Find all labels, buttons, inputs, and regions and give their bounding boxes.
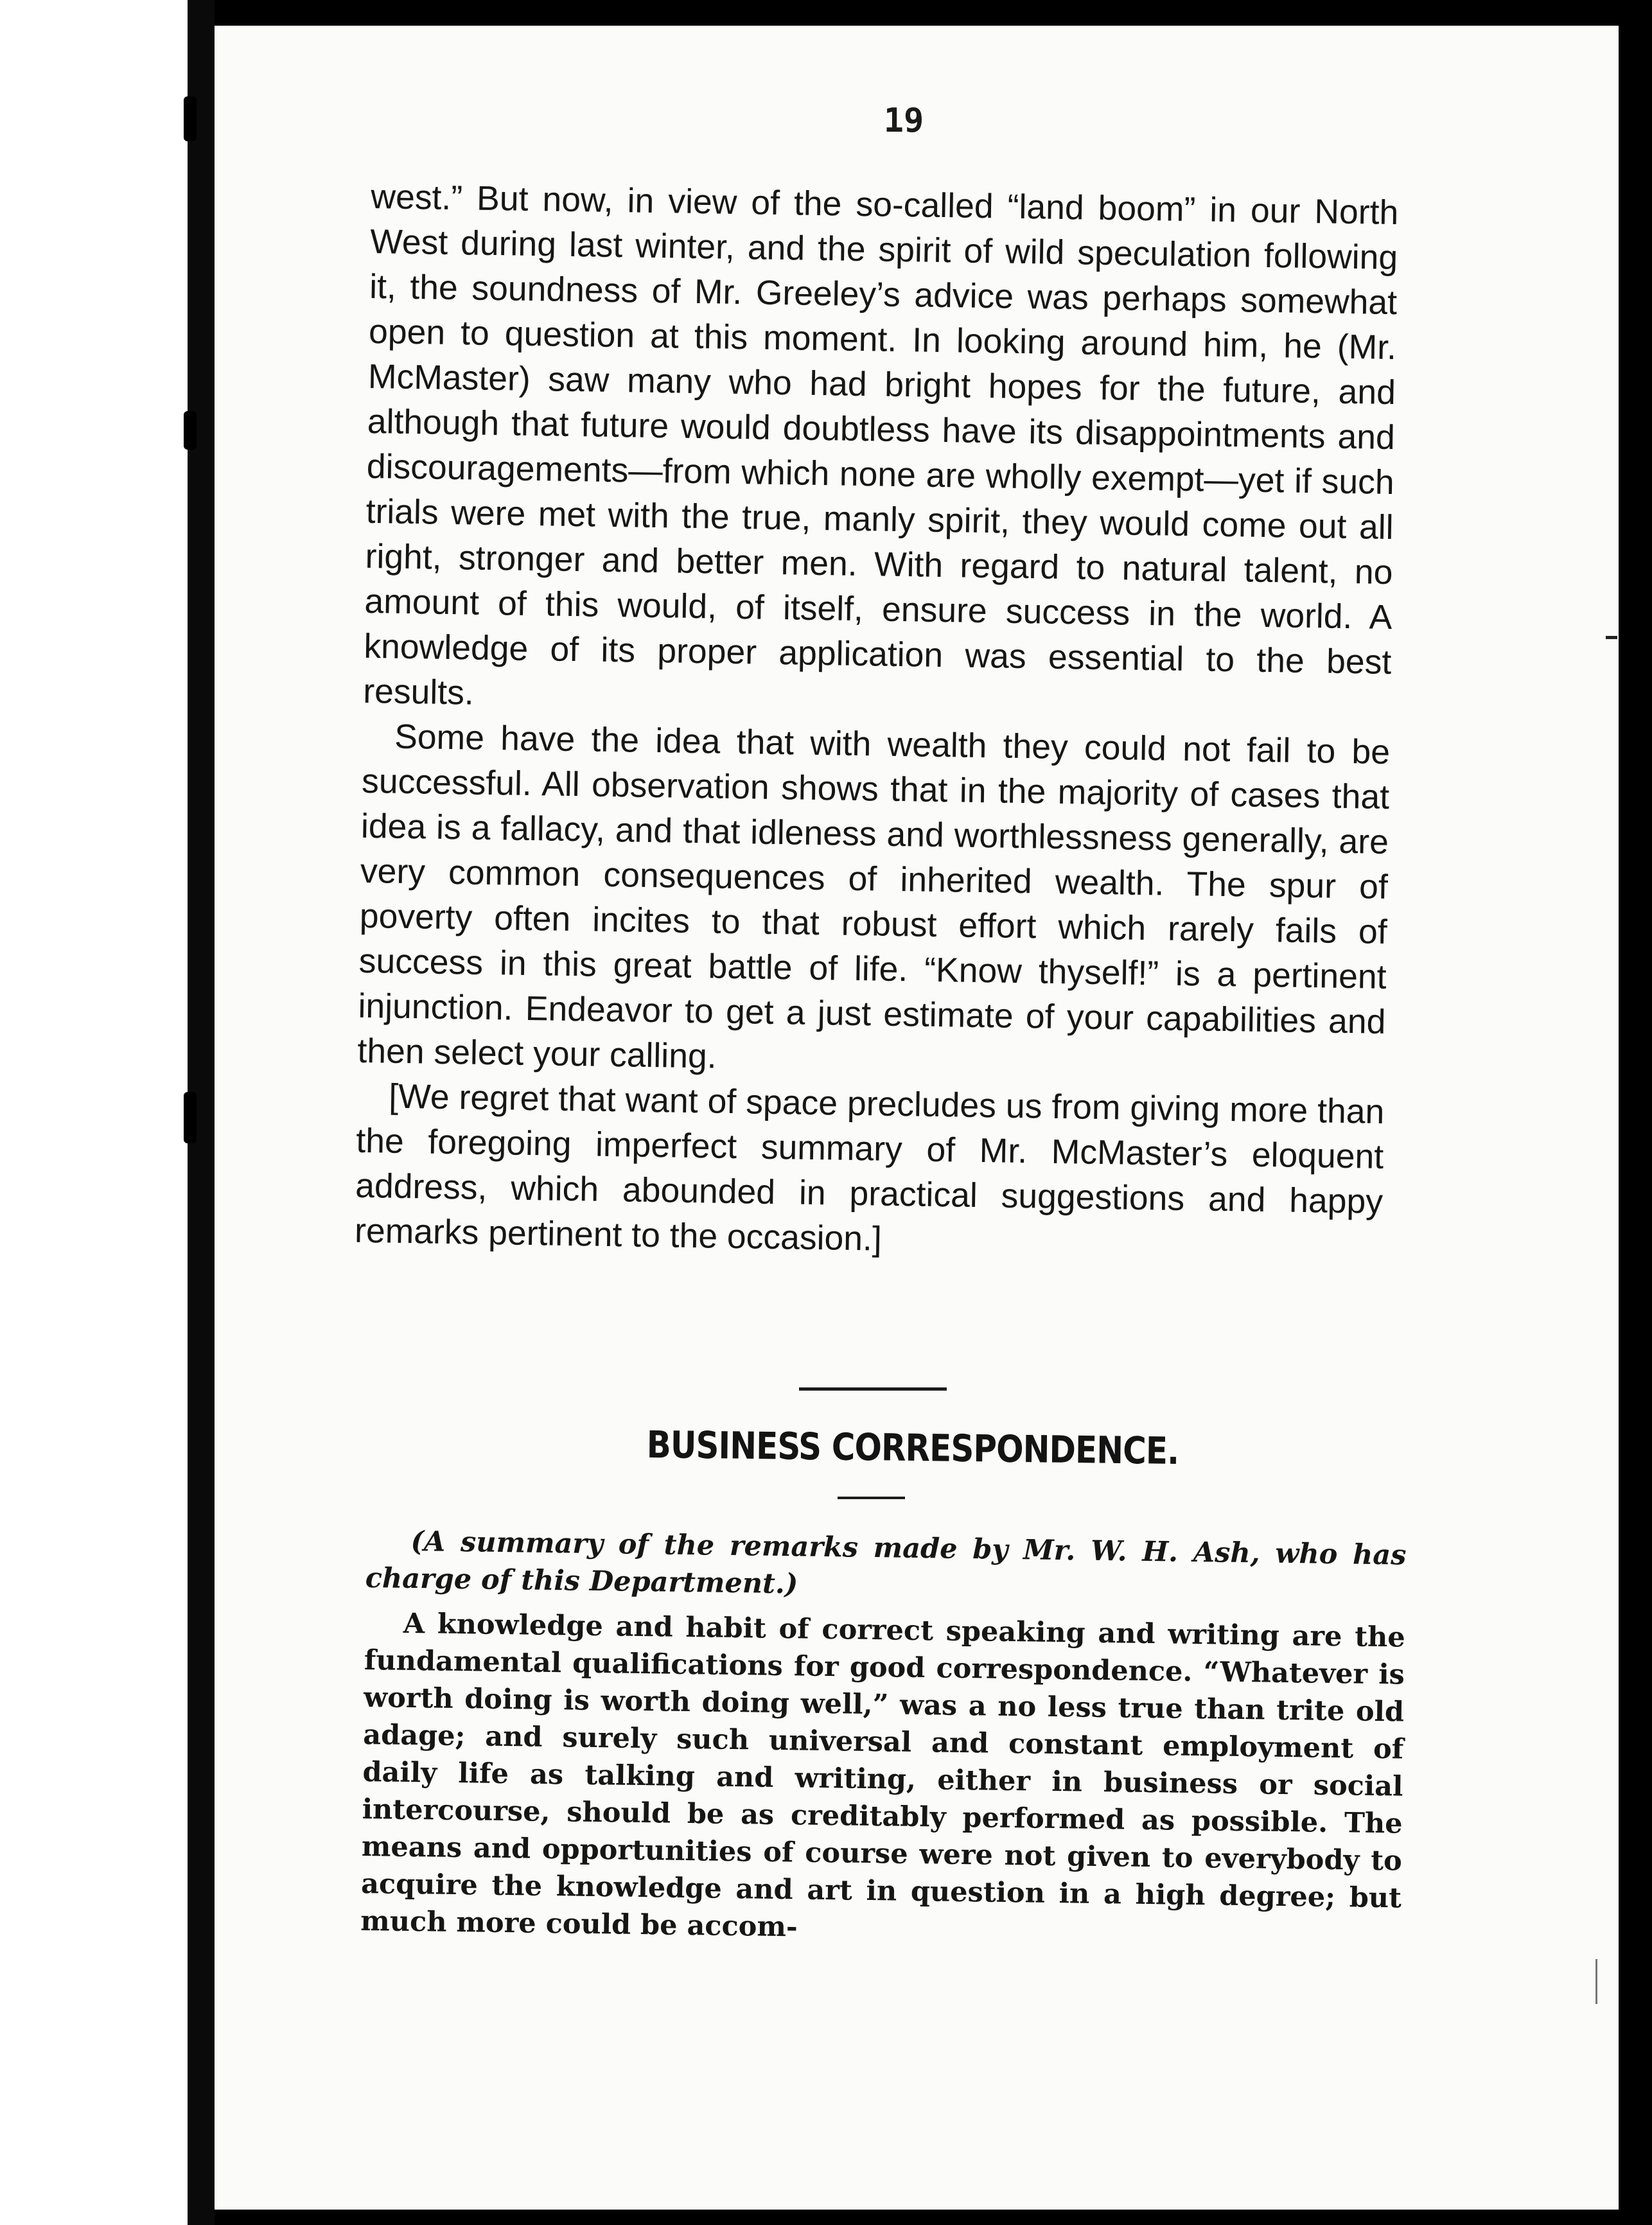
page-number: 19 [883, 101, 924, 140]
body-paragraph: west.” But now, in view of the so-called “land boom” in our North West during last winter, and the spirit of wild speculation following it, the soundness of Mr. Greeley’s advice was perhaps somewhat open to question at this moment. In looking around him, he (Mr. McMaster) saw many who had bright hopes for the future, and although that future would doubtless have its disappointments and discouragements—from which none are wholly exempt—yet if such trials were met with the true, manly spirit, they would come out all right, stronger and better men. With regard to natural talent, no amount of this would, of itself, ensure success in the world. A knowledge of its proper application was essential to the best results. [362, 177, 1399, 712]
main-body-text [355, 175, 1399, 1270]
section-body-text [360, 1522, 1407, 1955]
scan-speck [1606, 636, 1617, 639]
section-paragraph: A knowledge and habit of correct speaking and writing are the fundamental qualifications for good correspondence. “Whatever is worth doing is worth doing well,” was a no less true than trite old adage; and surely such universal and constant employment of daily life as talking and writing, either in business or social intercourse, should be as creditably performed as possible. The means and opportunities of course were not given to everybody to acquire the knowledge and art in question in a high degree; but much more could be accom- [360, 1607, 1405, 1944]
section-title: BUSINESS CORRESPONDENCE. [646, 1422, 1179, 1473]
scan-speck [1595, 1959, 1597, 2004]
gutter-mark [184, 1092, 197, 1143]
body-paragraph: [We regret that want of space precludes us from giving more than the foregoing imperfect summary of Mr. McMaster’s eloquent address, which abounded in practical suggestions and happy remarks pertinent to the occasion.] [354, 1077, 1385, 1258]
scanned-page [215, 26, 1619, 2210]
facing-blank-page [0, 0, 188, 2225]
section-divider-rule [799, 1387, 947, 1391]
section-note: (A summary of the remarks made by Mr. W. H. Ash, who has charge of this Department.) [365, 1525, 1407, 1601]
title-underline-rule [838, 1497, 905, 1499]
body-paragraph: Some have the idea that with wealth they could not fail to be successful. All observation shows that in the majority of cases that idea is a fallacy, and that idleness and worthlessness generally, are very common consequences of inherited wealth. The spur of poverty often incites to that robust effort which rarely fails of success in this great battle of life. “Know thyself!” is a pertinent injunction. Endeavor to get a just estimate of your capabilities and then select your calling. [357, 717, 1391, 1076]
gutter-mark [184, 411, 197, 450]
gutter-mark [184, 96, 197, 141]
